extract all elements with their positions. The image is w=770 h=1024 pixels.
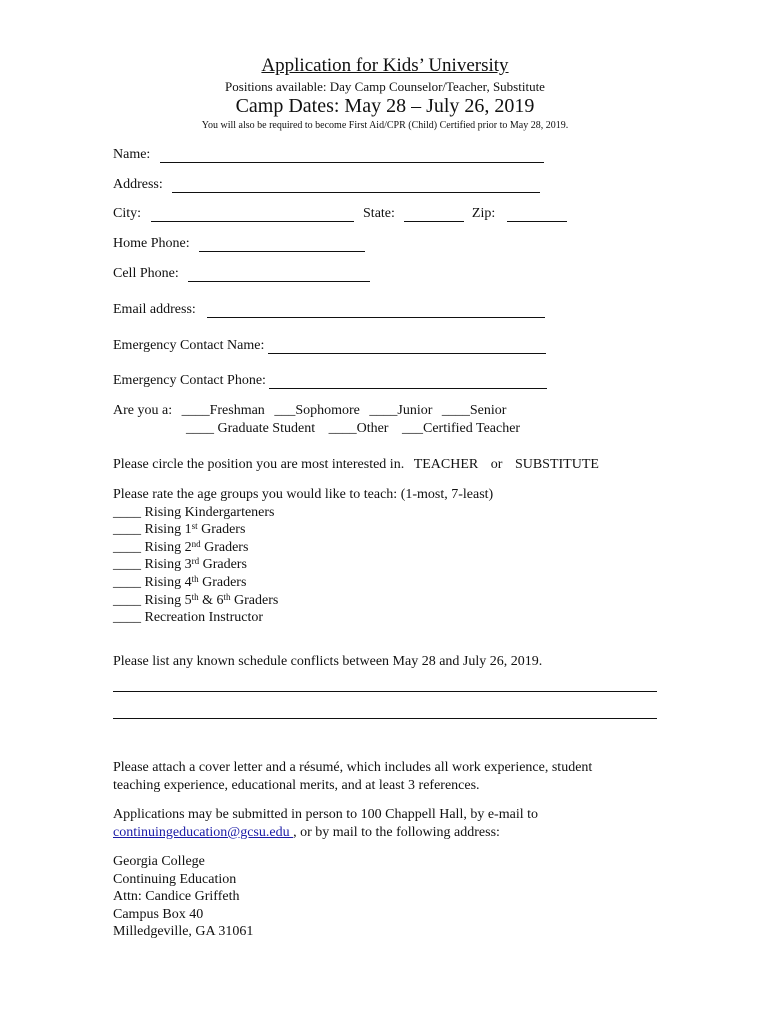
rating-kindergarten: [113, 504, 493, 522]
rating-blank[interactable]: ____: [113, 522, 141, 538]
address-label: Address:: [113, 177, 163, 192]
position-choice-row: [113, 456, 599, 473]
name-field[interactable]: [160, 148, 544, 163]
attach-instructions: [113, 759, 592, 794]
mailing-address: [113, 853, 253, 941]
grade-number: 3: [184, 557, 192, 573]
address-line-1: Georgia College: [113, 854, 205, 869]
teacher-option[interactable]: TEACHER: [413, 457, 479, 472]
zip-label: Zip:: [471, 206, 496, 221]
email-row: [113, 301, 545, 318]
name-row: [113, 146, 544, 163]
camp-dates: Camp Dates: May 28 – July 26, 2019: [235, 95, 535, 117]
address-line-4: Campus Box 40: [113, 906, 204, 922]
other-blank[interactable]: ____: [328, 421, 357, 436]
conflicts-line-1[interactable]: [113, 691, 657, 692]
graders-label: Graders: [197, 522, 246, 538]
address-line-5: Milledgeville, GA 31061: [113, 924, 254, 940]
home-phone-label: Home Phone:: [113, 236, 190, 251]
graders-label: Graders: [230, 592, 279, 608]
city-label: City:: [113, 206, 142, 221]
rating-blank[interactable]: ____: [113, 504, 141, 520]
or-text: or: [490, 457, 503, 472]
rating-grade-5-6: [113, 592, 493, 610]
rating-blank[interactable]: ____: [113, 574, 141, 590]
senior-label: Senior: [469, 403, 507, 418]
status-prompt: Are you a:: [113, 403, 173, 418]
rating-blank[interactable]: ____: [113, 592, 141, 608]
emergency-name-field[interactable]: [268, 339, 546, 354]
grade-number: 4: [184, 574, 192, 590]
rating-grade-3: [113, 556, 493, 574]
conflicts-prompt: Please list any known schedule conflicts between May 28 and July 26, 2019.: [113, 654, 543, 669]
ordinal-suffix: th: [191, 573, 199, 584]
rating-grade-1: [113, 521, 493, 539]
cell-phone-row: [113, 265, 370, 282]
senior-blank[interactable]: ____: [441, 403, 470, 418]
junior-label: Junior: [397, 403, 433, 418]
email-link[interactable]: continuingeducation@gcsu.edu: [113, 824, 294, 840]
certified-blank[interactable]: ___: [401, 421, 423, 436]
rating-blank[interactable]: ____: [113, 557, 141, 573]
attach-line-1: Please attach a cover letter and a résumé, which includes all work experience, student: [113, 760, 593, 775]
rating-grade-4: [113, 574, 493, 592]
rating-label: Recreation Instructor: [141, 610, 264, 626]
address-field[interactable]: [172, 178, 540, 193]
ordinal-suffix: th: [223, 591, 231, 602]
positions-available: Positions available: Day Camp Counselor/Teacher, Substitute: [225, 79, 545, 94]
emergency-name-label: Emergency Contact Name:: [113, 338, 265, 353]
cell-phone-field[interactable]: [188, 267, 370, 282]
emergency-phone-label: Emergency Contact Phone:: [113, 373, 266, 388]
state-label: State:: [363, 206, 395, 221]
grade-number: 2: [184, 539, 192, 555]
rating-grade-2: [113, 539, 493, 557]
graders-label: Graders: [199, 557, 247, 573]
name-label: Name:: [113, 147, 151, 162]
sophomore-label: Sophomore: [295, 403, 360, 418]
email-field[interactable]: [207, 303, 545, 318]
rating-label: Rising: [141, 557, 185, 573]
city-state-zip-row: [113, 205, 567, 222]
emergency-name-row: [113, 337, 546, 354]
other-label: Other: [356, 421, 389, 436]
freshman-label: Freshman: [209, 403, 265, 418]
state-field[interactable]: [404, 207, 464, 222]
city-field[interactable]: [151, 207, 354, 222]
ordinal-suffix: th: [191, 591, 199, 602]
form-title: Application for Kids’ University: [261, 55, 509, 76]
age-groups-block: [113, 486, 493, 627]
submit-line-1: Applications may be submitted in person to 100 Chappell Hall, by e-mail to: [113, 807, 538, 822]
sophomore-blank[interactable]: ___: [274, 403, 296, 418]
junior-blank[interactable]: ____: [369, 403, 398, 418]
address-row: [113, 176, 540, 193]
submit-line-2: [113, 824, 538, 842]
rating-recreation: [113, 609, 493, 627]
attach-line-2: teaching experience, educational merits, and at least 3 references.: [113, 777, 480, 793]
freshman-blank[interactable]: ____: [181, 403, 210, 418]
rating-blank[interactable]: ____: [113, 539, 141, 555]
graders-label: Graders: [198, 574, 247, 590]
ampersand: &: [198, 592, 217, 608]
grade-number: 6: [216, 592, 224, 608]
certification-note: You will also be required to become First Aid/CPR (Child) Certified prior to May 28, 2019.: [201, 120, 569, 131]
position-choice-prompt: Please circle the position you are most interested in.: [113, 457, 405, 472]
cell-phone-label: Cell Phone:: [113, 266, 179, 281]
rating-label: Rising Kindergarteners: [141, 504, 275, 520]
graders-label: Graders: [200, 539, 249, 555]
email-label: Email address:: [113, 302, 196, 317]
emergency-phone-field[interactable]: [269, 374, 547, 389]
rating-label: Rising: [141, 539, 185, 555]
ordinal-suffix: rd: [191, 556, 200, 567]
address-line-3: Attn: Candice Griffeth: [113, 889, 240, 905]
ordinal-suffix: nd: [191, 538, 201, 549]
graduate-blank[interactable]: ____: [186, 421, 214, 436]
rating-label: Rising: [141, 592, 185, 608]
substitute-option[interactable]: SUBSTITUTE: [514, 457, 599, 472]
zip-field[interactable]: [507, 207, 567, 222]
grade-number: 1: [184, 522, 192, 538]
age-groups-prompt: Please rate the age groups you would like to teach: (1-most, 7-least): [113, 487, 494, 502]
submit-instructions: [113, 806, 538, 841]
certified-label: Certified Teacher: [422, 421, 521, 436]
submit-line-2-rest: , or by mail to the following address:: [293, 824, 500, 840]
rating-label: Rising: [141, 522, 185, 538]
status-row-1: [113, 402, 506, 419]
home-phone-row: [113, 235, 365, 252]
rating-blank[interactable]: ____: [113, 610, 141, 626]
conflicts-line-2[interactable]: [113, 718, 657, 719]
rating-label: Rising: [141, 574, 185, 590]
status-row-2: [186, 420, 520, 437]
address-line-2: Continuing Education: [113, 871, 237, 887]
home-phone-field[interactable]: [199, 237, 365, 252]
graduate-label: Graduate Student: [214, 421, 316, 436]
emergency-phone-row: [113, 372, 547, 389]
grade-number: 5: [184, 592, 192, 608]
ordinal-suffix: st: [191, 521, 198, 532]
